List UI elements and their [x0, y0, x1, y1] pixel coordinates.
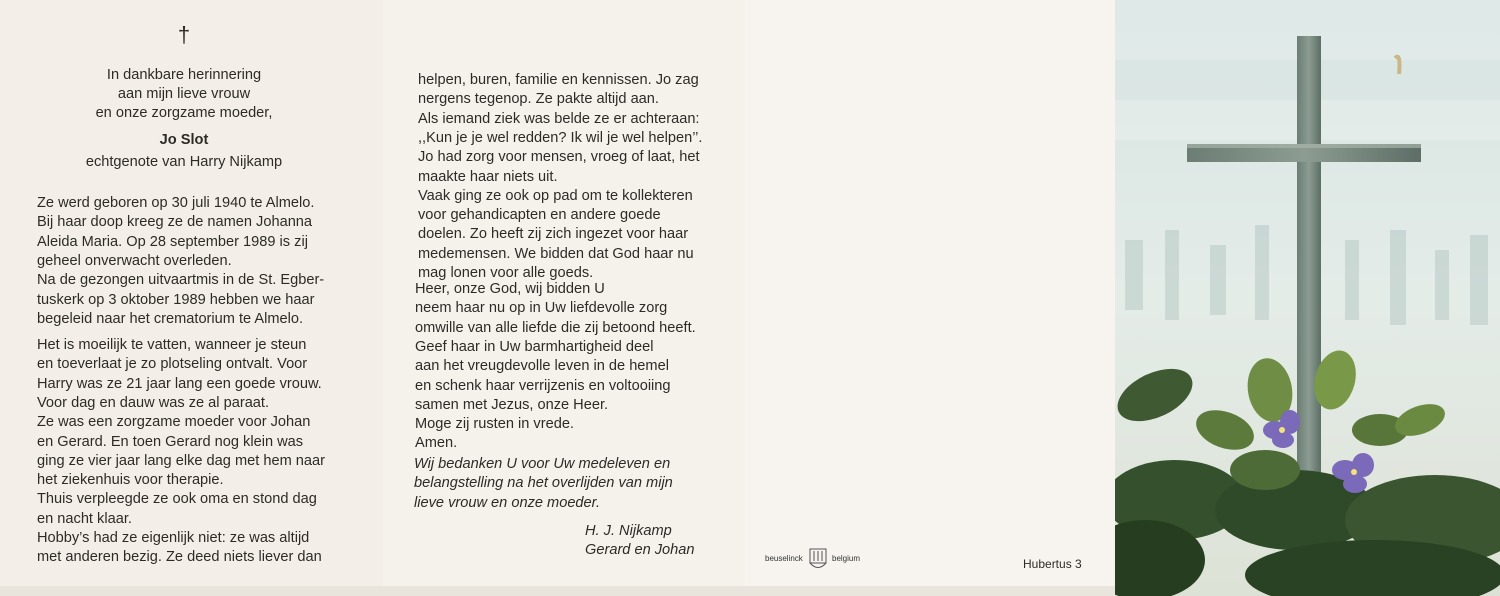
bottom-edge: [0, 586, 1115, 596]
bio-paragraph-2-line: en nacht klaar.: [37, 510, 132, 527]
spouse-line: echtgenote van Harry Nijkamp: [85, 154, 283, 170]
prayer-line: Heer, onze God, wij bidden U: [415, 281, 605, 297]
printer-name-right: belgium: [832, 554, 861, 563]
bio-paragraph-2-line: Voor dag en dauw was ze al paraat.: [37, 394, 270, 411]
prayer-line: omwille van alle liefde die zij betoond heeft.: [415, 319, 696, 336]
continuation-line: ,,Kun je je wel redden? Ik wil je wel helpen’’.: [418, 129, 703, 146]
bio-paragraph-1-line: Aleida Maria. Op 28 september 1989 is zij: [37, 233, 308, 250]
bio-paragraph-1-line: Ze werd geboren op 30 juli 1940 te Almelo.: [37, 195, 315, 211]
continuation-line: helpen, buren, familie en kennissen. Jo zag: [418, 72, 699, 88]
continuation-line: Vaak ging ze ook op pad om te kollekteren: [418, 187, 693, 204]
bio-paragraph-2-line: Hobby’s had ze eigenlijk niet: ze was altijd: [37, 530, 310, 546]
continuation-line: nergens tegenop. Ze pakte altijd aan.: [418, 91, 659, 108]
thanks-line: lieve vrouw en onze moeder.: [414, 494, 601, 511]
prayer-line: en schenk haar verrijzenis en voltooiing: [415, 377, 671, 394]
prayer-line: neem haar nu op in Uw liefdevolle zorg: [415, 300, 668, 317]
intro-line-2: aan mijn lieve vrouw: [117, 86, 251, 102]
intro-line-1: In dankbare herinnering: [106, 67, 262, 83]
blank-panel: [745, 0, 1115, 596]
bio-paragraph-2-line: het ziekenhuis voor therapie.: [37, 472, 224, 489]
card-code: Hubertus 3: [1023, 557, 1082, 571]
continuation-line: voor gehandicapten en andere goede: [418, 207, 661, 224]
bio-paragraph-2-line: met anderen bezig. Ze deed niets liever dan: [37, 549, 322, 566]
thanks-line: Wij bedanken U voor Uw medeleven en: [414, 456, 671, 472]
continuation-line: Jo had zorg voor mensen, vroeg of laat, het: [418, 149, 700, 166]
deceased-name: Jo Slot: [159, 132, 209, 148]
continuation-line: mag lonen voor alle goeds.: [418, 265, 594, 281]
bio-paragraph-1-line: geheel onverwacht overleden.: [37, 252, 232, 269]
bio-paragraph-2-line: ging ze vier jaar lang elke dag met hem naar: [37, 452, 325, 469]
prayer-line: Geef haar in Uw barmhartigheid deel: [415, 338, 654, 355]
bio-paragraph-2-line: en toeverlaat je zo plotseling ontvalt. Voor: [37, 356, 308, 373]
printer-logo: [765, 546, 865, 572]
bio-paragraph-2-line: Ze was een zorgzame moeder voor Johan: [37, 414, 311, 431]
continuation-line: doelen. Zo heeft zij zich ingezet voor haar: [418, 226, 689, 243]
prayer-line: Amen.: [415, 435, 458, 452]
continuation-line: medemensen. We bidden dat God haar nu: [418, 245, 694, 262]
cross-icon: †: [177, 22, 191, 47]
signature-line-1: H. J. Nijkamp: [585, 523, 672, 539]
prayer-line: Moge zij rusten in vrede.: [415, 416, 574, 433]
bio-paragraph-2-line: Thuis verpleegde ze ook oma en stond dag: [37, 491, 317, 508]
printer-emblem-icon: [806, 548, 830, 572]
bio-paragraph-1-line: begeleid naar het crematorium te Almelo.: [37, 310, 304, 327]
thanks-line: belangstelling na het overlijden van mijn: [414, 475, 673, 492]
left-panel: [0, 0, 383, 596]
bio-paragraph-1-line: Bij haar doop kreeg ze de namen Johanna: [37, 214, 313, 231]
prayer-line: samen met Jezus, onze Heer.: [415, 396, 609, 413]
bio-paragraph-1-line: Na de gezongen uitvaartmis in de St. Egber-: [37, 272, 325, 289]
printer-name-left: beuselinck: [765, 554, 803, 563]
wooden-cross-with-violets-photo: [1115, 0, 1500, 596]
continuation-line: maakte haar niets uit.: [418, 168, 558, 185]
continuation-line: Als iemand ziek was belde ze er achteraan:: [418, 110, 700, 127]
intro-line-3: en onze zorgzame moeder,: [95, 105, 273, 121]
bio-paragraph-2-line: Harry was ze 21 jaar lang een goede vrouw.: [37, 375, 322, 392]
middle-panel: [383, 0, 745, 596]
signature-line-2: Gerard en Johan: [585, 542, 695, 558]
photo-panel: [1115, 0, 1500, 596]
bio-paragraph-2-line: Het is moeilijk te vatten, wanneer je steun: [37, 337, 307, 353]
bio-paragraph-2-line: en Gerard. En toen Gerard nog klein was: [37, 433, 304, 450]
prayer-line: aan het vreugdevolle leven in de hemel: [415, 358, 669, 375]
bio-paragraph-1-line: tuskerk op 3 oktober 1989 hebben we haar: [37, 291, 315, 308]
